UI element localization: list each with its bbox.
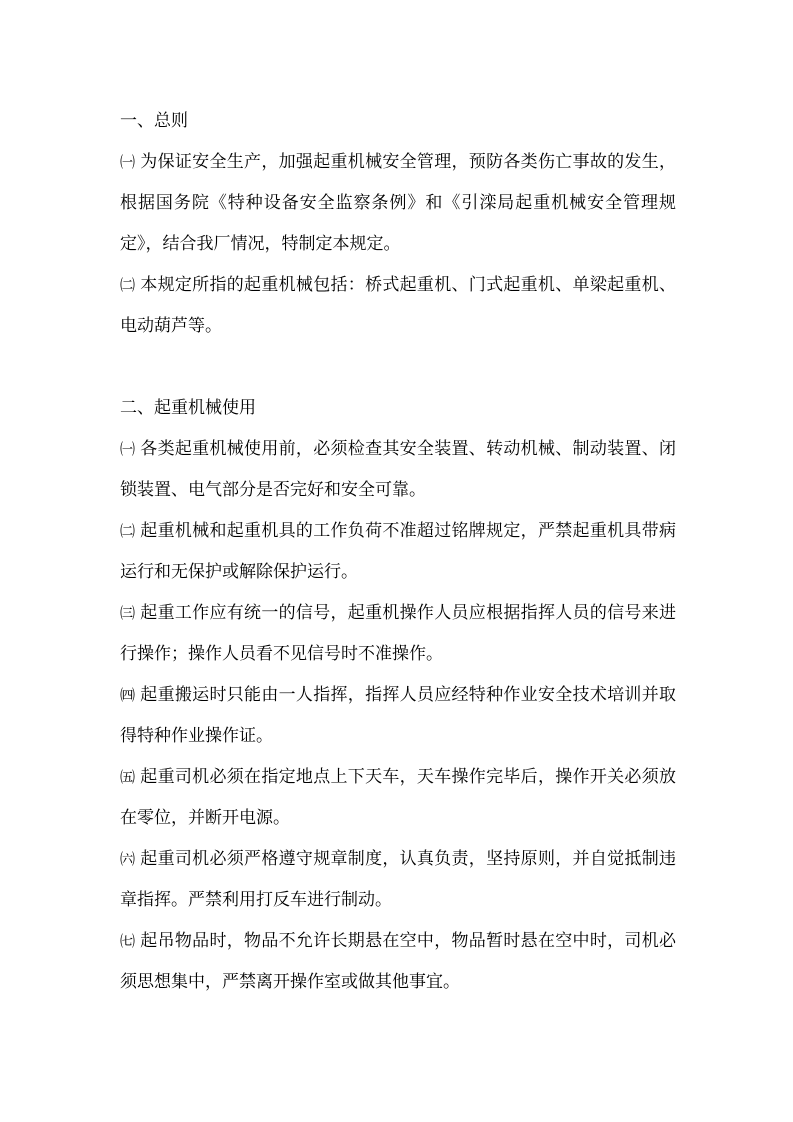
clause-text: 起重机械和起重机具的工作负荷不准超过铭牌规定，严禁起重机具带病运行和无保护或解除保护运行。 [120, 521, 676, 582]
clause-use-6 [120, 839, 676, 921]
clause-marker: ㈡ [120, 276, 135, 294]
clause-marker: ㈢ [120, 604, 135, 622]
clause-marker: ㈠ [120, 153, 135, 171]
clause-use-2 [120, 511, 676, 593]
clause-text: 起吊物品时，物品不允许长期悬在空中，物品暂时悬在空中时，司机必须思想集中，严禁离开操作室或做其他事宜。 [120, 931, 676, 992]
clause-text: 为保证安全生产，加强起重机械安全管理，预防各类伤亡事故的发生，根据国务院《特种设备安全监察条例》和《引滦局起重机械安全管理规定》，结合我厂情况，特制定本规定。 [120, 152, 676, 254]
clause-marker: ㈣ [120, 686, 135, 704]
clause-use-1 [120, 429, 676, 511]
clause-text: 起重司机必须严格遵守规章制度，认真负责，坚持原则，并自觉抵制违章指挥。严禁利用打反车进行制动。 [120, 849, 676, 910]
clause-marker: ㈥ [120, 850, 135, 868]
clause-marker: ㈠ [120, 440, 135, 458]
clause-marker: ㈡ [120, 522, 135, 540]
section-spacer [120, 347, 676, 388]
section-heading-general: 一、总则 [120, 111, 188, 131]
clause-general-1 [120, 142, 676, 265]
section-heading-crane-use: 二、起重机械使用 [120, 398, 256, 418]
clause-use-7 [120, 921, 676, 1003]
clause-marker: ㈦ [120, 932, 135, 950]
clause-text: 起重司机必须在指定地点上下天车，天车操作完毕后，操作开关必须放在零位，并断开电源。 [120, 767, 676, 828]
clause-text: 各类起重机械使用前，必须检查其安全装置、转动机械、制动装置、闭锁装置、电气部分是否完好和安全可靠。 [120, 439, 676, 500]
document-body [120, 101, 676, 1003]
clause-use-4 [120, 675, 676, 757]
clause-use-5 [120, 757, 676, 839]
clause-general-2 [120, 265, 676, 347]
clause-text: 本规定所指的起重机械包括：桥式起重机、门式起重机、单梁起重机、电动葫芦等。 [120, 275, 676, 336]
clause-text: 起重工作应有统一的信号，起重机操作人员应根据指挥人员的信号来进行操作；操作人员看不见信号时不准操作。 [120, 603, 676, 664]
clause-use-3 [120, 593, 676, 675]
clause-text: 起重搬运时只能由一人指挥，指挥人员应经特种作业安全技术培训并取得特种作业操作证。 [120, 685, 676, 746]
clause-marker: ㈤ [120, 768, 135, 786]
